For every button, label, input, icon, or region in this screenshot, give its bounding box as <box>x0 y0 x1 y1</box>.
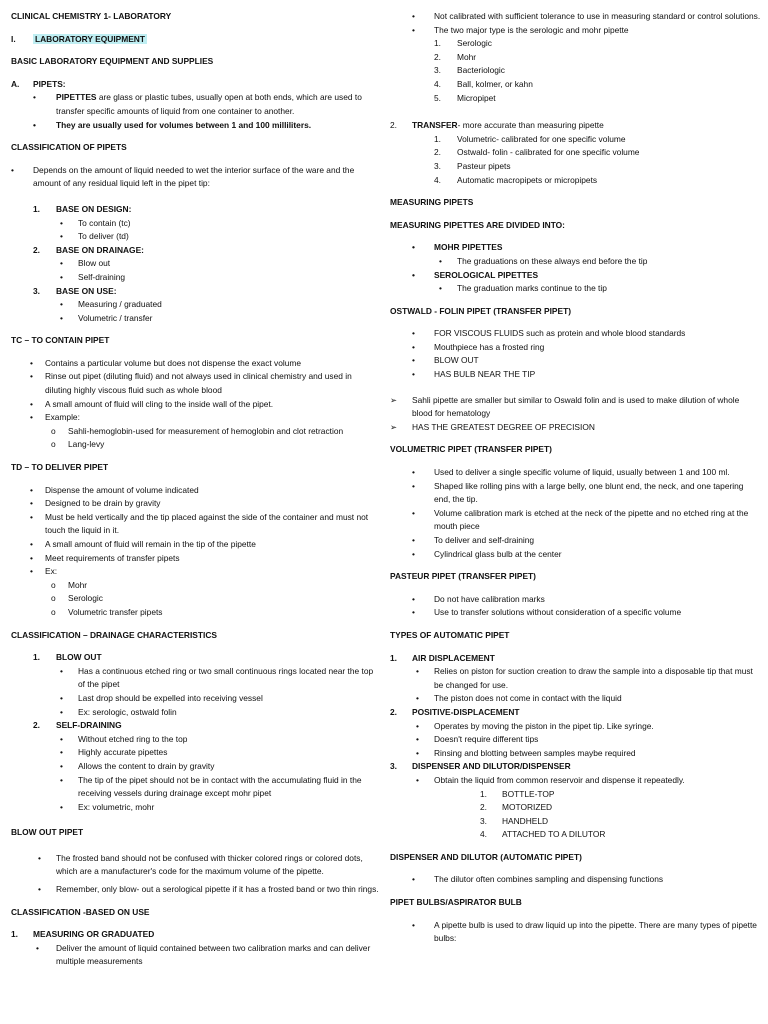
list-item-text: Volume calibration mark is etched at the neck of the pipette and no etched ring at the mouth piece <box>434 507 749 532</box>
bullet: • <box>439 255 442 266</box>
list-item-text: MOTORIZED <box>502 802 553 813</box>
bullet: • <box>60 312 63 323</box>
list-item-text: Meet requirements of transfer pipets <box>45 552 180 563</box>
list-item <box>11 733 379 747</box>
bullet: • <box>412 269 415 280</box>
bullet: • <box>30 357 33 368</box>
list-item <box>11 257 379 271</box>
right-column <box>390 10 762 946</box>
bullet: • <box>412 341 415 352</box>
list-item <box>11 511 379 538</box>
list-item-text: Designed to be drain by gravity <box>45 498 161 509</box>
list-number: 3. <box>33 285 40 296</box>
circle-bullet: o <box>51 425 56 436</box>
list-item-text: ATTACHED TO A DILUTOR <box>502 829 606 840</box>
list-item <box>390 255 762 269</box>
list-item-text: Sahli pipette are smaller but similar to Oswald folin and is used to make dilution of whole blood for hematology <box>412 394 740 419</box>
list-item-text: Remember, only blow- out a serological pipette if it has a frosted band or two thin rings. <box>56 884 379 895</box>
numbered-item <box>390 788 762 802</box>
list-number: 2. <box>390 120 397 131</box>
list-item <box>11 774 379 801</box>
numbered-item <box>390 146 762 160</box>
list-item-text: The graduations on these always end before the tip <box>457 255 648 266</box>
pipettes-term: PIPETTES <box>56 92 97 103</box>
list-item <box>11 271 379 285</box>
list-item-text: Ex: volumetric, mohr <box>78 801 155 812</box>
list-item <box>390 327 762 341</box>
pipettes-definition-text: are glass or plastic tubes, usually open at both ends, which are used to transfer specific amounts of liquid from one container to another. <box>56 92 362 116</box>
bullet: • <box>416 666 419 677</box>
td-heading: TD – TO DELIVER PIPET <box>11 462 109 473</box>
bullet: • <box>60 801 63 812</box>
list-item <box>390 368 762 382</box>
sub-list-item <box>11 425 379 439</box>
list-item <box>390 24 762 38</box>
list-item-text: Example: <box>45 412 80 423</box>
transfer-label: TRANSFER <box>412 120 458 131</box>
serological-item <box>390 269 762 283</box>
list-item-text: Serologic <box>457 38 492 49</box>
pipets-volume-text: They are usually used for volumes between 1 and 100 milliliters. <box>56 119 312 130</box>
list-item <box>11 497 379 511</box>
list-item <box>390 354 762 368</box>
section-title: LABORATORY EQUIPMENT <box>35 33 145 44</box>
pipets-label: PIPETS: <box>33 78 66 89</box>
list-item-text: To deliver (td) <box>78 231 129 242</box>
pasteur-heading: PASTEUR PIPET (TRANSFER PIPET) <box>390 571 536 582</box>
list-item <box>11 852 379 879</box>
bullet: • <box>412 467 415 478</box>
use-item <box>11 285 379 299</box>
list-number: 2. <box>33 720 40 731</box>
list-number: 1. <box>434 133 441 144</box>
list-item <box>390 747 762 761</box>
bullet: • <box>412 607 415 618</box>
bullet: • <box>11 164 14 175</box>
list-item-text: Ex: serologic, ostwald folin <box>78 706 177 717</box>
list-item-text: The dilutor often combines sampling and dispensing functions <box>434 874 664 885</box>
list-number: 3. <box>390 761 397 772</box>
list-item-text: Contains a particular volume but does not dispense the exact volume <box>45 357 302 368</box>
list-item <box>11 706 379 720</box>
list-item <box>390 480 762 507</box>
bullet: • <box>60 760 63 771</box>
transfer-item <box>390 119 762 133</box>
list-item-text: Mouthpiece has a frosted ring <box>434 341 545 352</box>
bullet: • <box>38 852 41 863</box>
list-item <box>390 720 762 734</box>
list-item-text: Blow out <box>78 258 111 269</box>
pipets-definition <box>11 91 379 118</box>
bullet: • <box>416 734 419 745</box>
positive-label: POSITIVE-DISPLACEMENT <box>412 706 520 717</box>
numbered-item <box>390 92 762 106</box>
list-item-text: Highly accurate pipettes <box>78 747 168 758</box>
list-item <box>11 357 379 371</box>
bullet: • <box>60 665 63 676</box>
list-number: 1. <box>33 652 40 663</box>
classification-text <box>11 164 379 191</box>
list-number: 2. <box>390 706 397 717</box>
bullet: • <box>30 498 33 509</box>
list-number: 1. <box>33 203 40 214</box>
arrow-item <box>390 421 762 435</box>
blowout-label: BLOW OUT <box>56 652 102 663</box>
list-item-text: HAS BULB NEAR THE TIP <box>434 369 536 380</box>
list-item-text: HAS THE GREATEST DEGREE OF PRECISION <box>412 421 595 432</box>
list-item <box>11 801 379 815</box>
list-item-text: Without etched ring to the top <box>78 733 188 744</box>
list-item-text: Operates by moving the piston in the pipet tip. Like syringe. <box>434 720 654 731</box>
selfdrain-item <box>11 719 379 733</box>
list-item <box>11 692 379 706</box>
numbered-item <box>390 801 762 815</box>
measuring-pipets-heading: MEASURING PIPETS <box>390 197 474 208</box>
bullet: • <box>412 874 415 885</box>
air-label: AIR DISPLACEMENT <box>412 652 495 663</box>
mohr-item <box>390 241 762 255</box>
list-item-text: Self-draining <box>78 271 126 282</box>
list-item-text: Allows the content to drain by gravity <box>78 760 215 771</box>
list-item <box>11 552 379 566</box>
bullet: • <box>38 884 41 895</box>
list-number: 2. <box>480 802 487 813</box>
list-item-text: Micropipet <box>457 92 496 103</box>
arrow-bullet-icon: ➢ <box>390 394 398 405</box>
document-title: CLINICAL CHEMISTRY 1- LABORATORY <box>11 11 172 21</box>
list-number: 1. <box>434 38 441 49</box>
bullet: • <box>60 774 63 785</box>
bullet: • <box>30 484 33 495</box>
list-item-text: A pipette bulb is used to draw liquid up into the pipette. There are many types of pipette bulbs: <box>434 919 757 944</box>
list-item-text: Cylindrical glass bulb at the center <box>434 548 562 559</box>
bullet: • <box>60 706 63 717</box>
list-item-text: The tip of the pipet should not be in contact with the accumulating fluid in the receiving vessels during drainage except mohr pipet <box>78 774 362 799</box>
dispenser-label: DISPENSER AND DILUTOR/DISPENSER <box>412 761 571 772</box>
bulb-heading: PIPET BULBS/ASPIRATOR BULB <box>390 897 522 908</box>
left-column <box>11 10 379 969</box>
numbered-item <box>390 174 762 188</box>
list-number: 2. <box>33 244 40 255</box>
numbered-item <box>390 78 762 92</box>
pipets-heading <box>11 78 379 92</box>
use-heading: CLASSIFICATION -BASED ON USE <box>11 906 150 917</box>
classification-heading: CLASSIFICATION OF PIPETS <box>11 142 127 153</box>
list-item-text: Pasteur pipets <box>457 160 511 171</box>
bullet: • <box>412 242 415 253</box>
list-item-text: Ostwald- folin - calibrated for one specific volume <box>457 147 640 158</box>
circle-bullet: o <box>51 439 56 450</box>
list-item-text: Use to transfer solutions without consideration of a specific volume <box>434 607 682 618</box>
list-item <box>390 282 762 296</box>
bullet: • <box>412 507 415 518</box>
bullet: • <box>60 217 63 228</box>
bullet: • <box>30 552 33 563</box>
bullet: • <box>30 398 33 409</box>
list-item-text: Not calibrated with sufficient tolerance to use in measuring standard or control solutions. <box>434 11 761 21</box>
list-item <box>390 341 762 355</box>
list-item <box>11 411 379 425</box>
list-item-text: Deliver the amount of liquid contained between two calibration marks and can deliver multiple measurements <box>56 942 371 967</box>
list-item-text: A small amount of fluid will cling to the inside wall of the pipet. <box>45 398 274 409</box>
list-item <box>390 919 762 946</box>
list-item-text: Automatic macropipets or micropipets <box>457 174 598 185</box>
list-item-text: Last drop should be expelled into receiving vessel <box>78 692 263 703</box>
bullet: • <box>30 511 33 522</box>
bullet: • <box>36 942 39 953</box>
mohr-label: MOHR PIPETTES <box>434 242 503 253</box>
bullet: • <box>416 774 419 785</box>
list-item-text: The piston does not come in contact with the liquid <box>434 693 622 704</box>
list-item-text: Mohr <box>457 51 477 62</box>
list-item-text: Serologic <box>68 593 103 604</box>
list-item-text: Rinse out pipet (diluting fluid) and not always used in clinical chemistry and used in diluting highly viscous fluid such as whole blood <box>45 371 352 396</box>
list-item <box>390 10 762 24</box>
sub-list-item <box>11 606 379 620</box>
sub-list-item <box>11 438 379 452</box>
bullet: • <box>60 747 63 758</box>
list-number: 3. <box>434 65 441 76</box>
list-item-text: Sahli-hemoglobin-used for measurement of hemoglobin and clot retraction <box>68 425 344 436</box>
list-item <box>11 298 379 312</box>
list-item-text: Relies on piston for suction creation to draw the sample into a disposable tip that must be changed for use. <box>434 666 753 690</box>
list-number: 4. <box>434 78 441 89</box>
list-number: 1. <box>480 788 487 799</box>
drainage-item <box>11 244 379 258</box>
list-item <box>11 665 379 692</box>
bullet: • <box>60 692 63 703</box>
list-item <box>390 665 762 692</box>
transfer-description: - more accurate than measuring pipette <box>457 120 604 131</box>
list-item-text: Dispense the amount of volume indicated <box>45 484 199 495</box>
numbered-item <box>390 815 762 829</box>
ostwald-heading: OSTWALD - FOLIN PIPET (TRANSFER PIPET) <box>390 305 571 316</box>
design-label: BASE ON DESIGN: <box>56 203 132 214</box>
list-number: 1. <box>11 929 18 940</box>
list-item-text: Bacteriologic <box>457 65 505 76</box>
list-item-text: BOTTLE-TOP <box>502 788 555 799</box>
list-item <box>11 760 379 774</box>
sub-list-item <box>11 592 379 606</box>
list-item-text: Measuring / graduated <box>78 299 162 310</box>
list-item-text: Must be held vertically and the tip placed against the side of the container and must not touch the liquid in it. <box>45 511 369 536</box>
bullet: • <box>60 271 63 282</box>
list-item-text: FOR VISCOUS FLUIDS such as protein and whole blood standards <box>434 328 686 339</box>
list-item-text: To contain (tc) <box>78 217 131 228</box>
list-item-text: Obtain the liquid from common reservoir and dispense it repeatedly. <box>434 774 685 785</box>
list-number: 1. <box>390 652 397 663</box>
list-item <box>11 398 379 412</box>
list-item-text: The frosted band should not be confused with thicker colored rings or colored dots, which are a manufacturer's code for the maximum volume of the pipette. <box>56 852 363 877</box>
bullet: • <box>412 919 415 930</box>
bullet: • <box>412 548 415 559</box>
bullet: • <box>412 355 415 366</box>
list-item-text: Do not have calibration marks <box>434 593 545 604</box>
bullet: • <box>30 566 33 577</box>
list-number: 2. <box>434 51 441 62</box>
list-item <box>11 484 379 498</box>
list-item-text: The graduation marks continue to the tip <box>457 283 607 294</box>
blowout-item <box>11 651 379 665</box>
list-item-text: Mohr <box>68 579 88 590</box>
list-item-text: Volumetric- calibrated for one specific volume <box>457 133 626 144</box>
list-item <box>390 606 762 620</box>
divided-heading: MEASURING PIPETTES ARE DIVIDED INTO: <box>390 219 565 230</box>
list-item-text: HANDHELD <box>502 815 549 826</box>
sub-list-item <box>11 579 379 593</box>
list-item-text: To deliver and self-draining <box>434 535 535 545</box>
list-item <box>390 548 762 562</box>
list-item-text: Has a continuous etched ring or two small continuous rings located near the top of the pipet <box>78 665 374 690</box>
numbered-item <box>390 160 762 174</box>
bullet: • <box>60 299 63 310</box>
basic-equipment-heading: BASIC LABORATORY EQUIPMENT AND SUPPLIES <box>11 56 214 67</box>
list-item <box>390 534 762 548</box>
list-item-text: Shaped like rolling pins with a large belly, one blunt end, the neck, and one tapering end, the tip. <box>434 480 744 505</box>
bullet: • <box>412 480 415 491</box>
list-item <box>11 538 379 552</box>
list-item-text: Doesn't require different tips <box>434 734 539 745</box>
list-item <box>390 774 762 788</box>
list-number: 3. <box>480 815 487 826</box>
list-item-text: Ex: <box>45 566 58 577</box>
list-item <box>390 692 762 706</box>
tc-heading: TC – TO CONTAIN PIPET <box>11 335 110 346</box>
use-label: BASE ON USE: <box>56 285 117 296</box>
list-item-text: Ball, kolmer, or kahn <box>457 78 533 89</box>
bullet: • <box>30 539 33 549</box>
air-item <box>390 652 762 666</box>
list-item-text: Used to deliver a single specific volume of liquid, usually between 1 and 100 ml. <box>434 467 730 478</box>
positive-item <box>390 706 762 720</box>
list-item <box>390 507 762 534</box>
bullet: • <box>60 733 63 744</box>
section-number: I. <box>11 33 16 44</box>
list-item-text: Rinsing and blotting between samples maybe required <box>434 747 636 758</box>
volumetric-heading: VOLUMETRIC PIPET (TRANSFER PIPET) <box>390 444 552 455</box>
list-number: 5. <box>434 92 441 103</box>
list-item-text: Volumetric transfer pipets <box>68 606 163 617</box>
list-item-text: The two major type is the serologic and mohr pipette <box>434 24 629 35</box>
arrow-bullet-icon: ➢ <box>390 421 398 432</box>
measuring-item <box>11 928 379 942</box>
list-item <box>11 883 379 897</box>
list-item <box>390 593 762 607</box>
section-heading <box>11 33 379 47</box>
drainage-heading: CLASSIFICATION – DRAINAGE CHARACTERISTICS <box>11 629 217 640</box>
list-item <box>11 942 379 969</box>
list-item <box>11 217 379 231</box>
bullet: • <box>412 24 415 35</box>
list-item <box>11 565 379 579</box>
list-item <box>390 466 762 480</box>
bullet: • <box>412 535 415 545</box>
list-number: 2. <box>434 147 441 158</box>
numbered-item <box>390 37 762 51</box>
list-item-text: BLOW OUT <box>434 355 479 366</box>
dispenser-item <box>390 760 762 774</box>
bullet: • <box>60 258 63 269</box>
bullet: • <box>412 369 415 380</box>
numbered-item <box>390 828 762 842</box>
list-item-text: A small amount of fluid will remain in the tip of the pipette <box>45 539 256 549</box>
numbered-item <box>390 51 762 65</box>
bullet: • <box>30 371 33 382</box>
bullet: • <box>412 328 415 339</box>
automatic-heading: TYPES OF AUTOMATIC PIPET <box>390 629 510 640</box>
serological-label: SEROLOGICAL PIPETTES <box>434 269 539 280</box>
bullet: • <box>416 693 419 704</box>
numbered-item <box>390 133 762 147</box>
list-item <box>11 370 379 397</box>
list-number: 3. <box>434 160 441 171</box>
blowout-pipet-heading: BLOW OUT PIPET <box>11 827 84 838</box>
bullet: • <box>33 119 36 130</box>
list-item-text: Lang-levy <box>68 439 105 450</box>
bullet: • <box>412 593 415 604</box>
bullet: • <box>416 747 419 758</box>
bullet: • <box>33 92 36 103</box>
numbered-item <box>390 64 762 78</box>
pipets-letter: A. <box>11 78 20 89</box>
measuring-label: MEASURING OR GRADUATED <box>33 929 155 940</box>
arrow-item <box>390 394 762 421</box>
circle-bullet: o <box>51 579 56 590</box>
bullet: • <box>412 11 415 21</box>
list-item <box>11 230 379 244</box>
bullet: • <box>439 283 442 294</box>
pipets-volume <box>11 119 379 133</box>
dispenser-auto-heading: DISPENSER AND DILUTOR (AUTOMATIC PIPET) <box>390 851 582 862</box>
bullet: • <box>416 720 419 731</box>
circle-bullet: o <box>51 593 56 604</box>
list-number: 4. <box>434 174 441 185</box>
list-item <box>11 746 379 760</box>
bullet: • <box>30 412 33 423</box>
list-item <box>11 312 379 326</box>
circle-bullet: o <box>51 606 56 617</box>
drainage-label: BASE ON DRAINAGE: <box>56 244 144 255</box>
list-item <box>390 873 762 887</box>
list-item-text: Volumetric / transfer <box>78 312 153 323</box>
list-number: 4. <box>480 829 487 840</box>
list-item <box>390 733 762 747</box>
bullet: • <box>60 231 63 242</box>
design-item <box>11 203 379 217</box>
selfdrain-label: SELF-DRAINING <box>56 720 122 731</box>
classification-description: Depends on the amount of liquid needed to wet the interior surface of the ware and the amount of any residual liquid left in the pipet tip: <box>33 164 355 189</box>
